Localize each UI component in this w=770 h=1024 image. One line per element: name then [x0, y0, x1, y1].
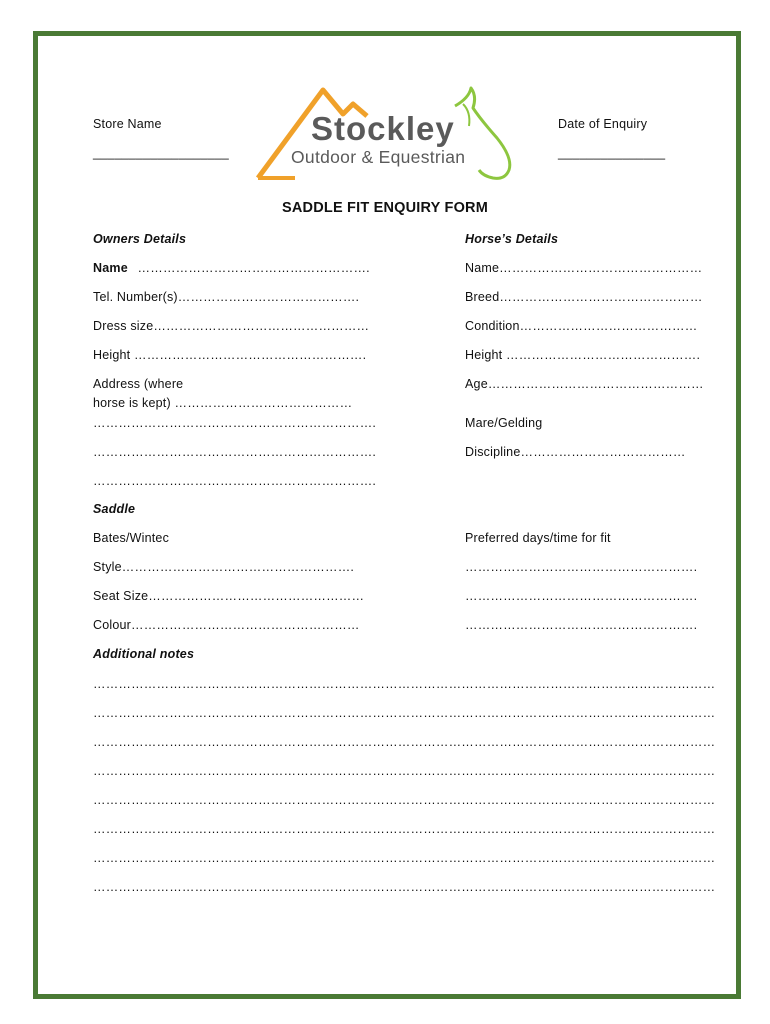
- store-name-label: Store Name: [93, 117, 162, 131]
- horse-breed-field[interactable]: Breed…………………………………………: [465, 290, 703, 304]
- mare-gelding-option[interactable]: Mare/Gelding: [465, 416, 543, 430]
- owner-name-row[interactable]: [93, 260, 370, 276]
- saddle-heading: Saddle: [93, 502, 136, 516]
- logo-title: Stockley: [311, 110, 455, 147]
- notes-line[interactable]: …………………………………………………………………………………………………………………………………: [93, 677, 716, 691]
- owner-dress-size-field[interactable]: Dress size……………………………………………: [93, 319, 370, 333]
- saddle-seat-size-field[interactable]: Seat Size……………………………………………: [93, 589, 365, 603]
- notes-line[interactable]: …………………………………………………………………………………………………………………………………: [93, 764, 716, 778]
- fit-time-line-3[interactable]: ……………………………………………….: [465, 618, 698, 632]
- address-line-1[interactable]: ………………………………………………………….: [93, 416, 377, 430]
- owners-details-heading: Owners Details: [93, 232, 187, 246]
- owner-name-label: Name: [93, 261, 128, 275]
- logo-subtitle: Outdoor & Equestrian: [291, 147, 466, 167]
- preferred-fit-time-label: Preferred days/time for fit: [465, 531, 611, 545]
- horse-height-field[interactable]: Height ……………………………………….: [465, 348, 701, 362]
- horse-name-field[interactable]: Name…………………………………………: [465, 261, 703, 275]
- address-line-3[interactable]: ………………………………………………………….: [93, 474, 377, 488]
- form-title: SADDLE FIT ENQUIRY FORM: [282, 200, 488, 216]
- notes-line[interactable]: …………………………………………………………………………………………………………………………………: [93, 822, 716, 836]
- notes-line[interactable]: …………………………………………………………………………………………………………………………………: [93, 880, 716, 894]
- address-field[interactable]: horse is kept) ……………………………………: [93, 396, 353, 410]
- store-name-field[interactable]: ___________________: [93, 146, 229, 160]
- owner-name-field[interactable]: ……………………………………………….: [137, 261, 370, 275]
- fit-time-line-2[interactable]: ……………………………………………….: [465, 589, 698, 603]
- notes-line[interactable]: …………………………………………………………………………………………………………………………………: [93, 706, 716, 720]
- saddle-brand-option[interactable]: Bates/Wintec: [93, 531, 170, 545]
- owner-tel-field[interactable]: Tel. Number(s)…………………………………….: [93, 290, 360, 304]
- additional-notes-heading: Additional notes: [93, 647, 195, 661]
- notes-line[interactable]: …………………………………………………………………………………………………………………………………: [93, 793, 716, 807]
- notes-line[interactable]: …………………………………………………………………………………………………………………………………: [93, 851, 716, 865]
- date-of-enquiry-label: Date of Enquiry: [558, 117, 648, 131]
- stockley-logo: [255, 86, 520, 186]
- horse-discipline-field[interactable]: Discipline…………………………………: [465, 445, 686, 459]
- horse-age-field[interactable]: Age……………………………………………: [465, 377, 704, 391]
- address-label: Address (where: [93, 377, 184, 391]
- saddle-style-field[interactable]: Style……………………………………………….: [93, 560, 355, 574]
- date-of-enquiry-field[interactable]: _______________: [558, 146, 666, 160]
- owner-height-field[interactable]: Height ……………………………………………….: [93, 348, 367, 362]
- horse-details-heading: Horse’s Details: [465, 232, 559, 246]
- address-line-2[interactable]: ………………………………………………………….: [93, 445, 377, 459]
- horse-condition-field[interactable]: Condition……………………………………: [465, 319, 698, 333]
- notes-line[interactable]: …………………………………………………………………………………………………………………………………: [93, 735, 716, 749]
- saddle-colour-field[interactable]: Colour………………………………………………: [93, 618, 360, 632]
- fit-time-line-1[interactable]: ……………………………………………….: [465, 560, 698, 574]
